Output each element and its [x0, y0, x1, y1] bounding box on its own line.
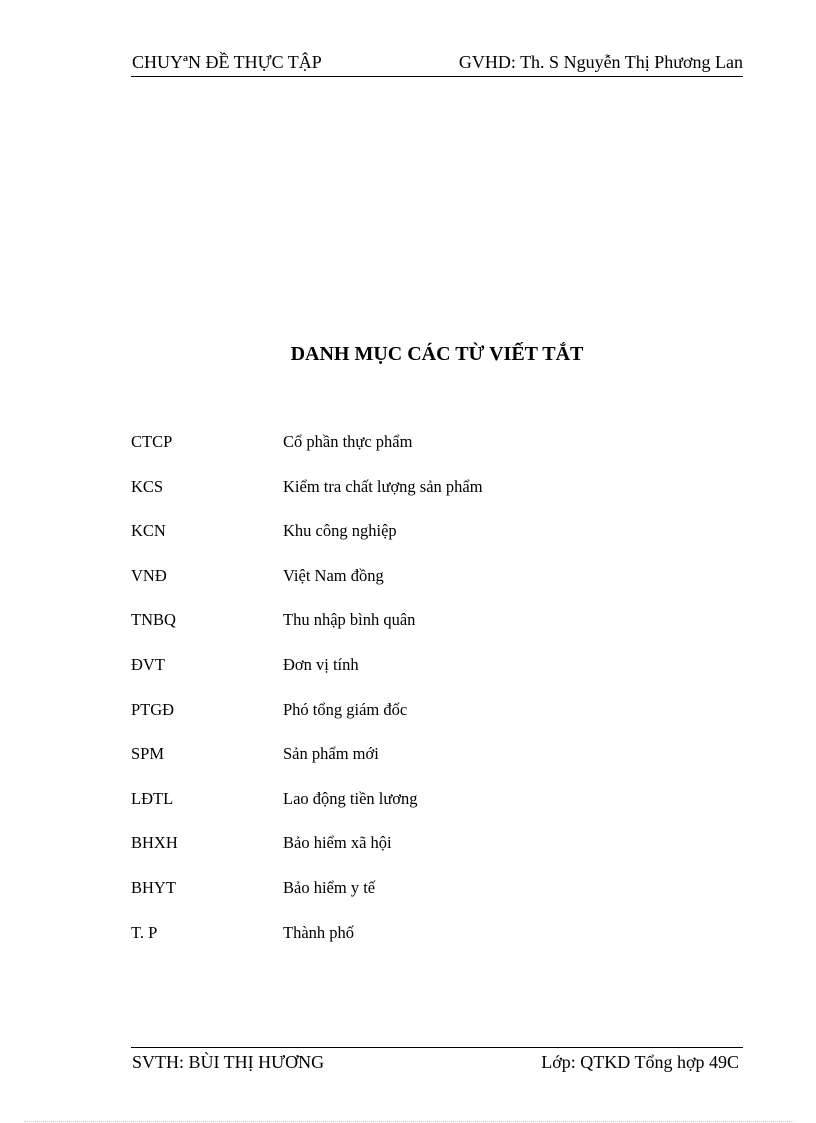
list-item — [131, 744, 743, 789]
abbreviation-list — [131, 432, 743, 967]
header-supervisor: GVHD: Th. S Nguyễn Thị Phương Lan — [458, 52, 743, 72]
abbreviation-meaning: Bảo hiểm y tế — [283, 877, 376, 897]
header-document-type: CHUYªN ĐỀ THỰC TẬP — [132, 52, 322, 72]
abbreviation-meaning: Thu nhập bình quân — [283, 610, 416, 630]
abbreviation-meaning: Việt Nam đồng — [283, 565, 384, 585]
list-item — [131, 610, 743, 655]
list-item — [131, 923, 743, 968]
page-header — [131, 52, 743, 77]
abbreviation-meaning: Đơn vị tính — [283, 654, 359, 674]
abbreviation: KCS — [131, 476, 164, 496]
abbreviation: CTCP — [131, 432, 173, 451]
list-item — [131, 700, 743, 745]
footer-class: Lớp: QTKD Tổng hợp 49C — [541, 1052, 739, 1072]
abbreviation-meaning: Cổ phần thực phẩm — [283, 432, 413, 451]
abbreviation: BHYT — [131, 877, 176, 897]
list-item — [131, 432, 743, 477]
abbreviation: T. P — [131, 922, 158, 942]
abbreviation: KCN — [131, 521, 166, 541]
abbreviation-meaning: Lao động tiền lương — [283, 788, 418, 808]
abbreviation-meaning: Khu công nghiệp — [283, 521, 397, 541]
list-item — [131, 655, 743, 700]
list-item — [131, 477, 743, 522]
abbreviation: SPM — [131, 744, 165, 764]
list-item — [131, 566, 743, 611]
abbreviation-meaning: Thành phố — [283, 922, 355, 942]
abbreviation: ĐVT — [131, 654, 165, 674]
list-item — [131, 833, 743, 878]
abbreviation-meaning: Sản phẩm mới — [283, 744, 379, 764]
abbreviation: LĐTL — [131, 788, 174, 808]
page-title: DANH MỤC CÁC TỪ VIẾT TẮT — [290, 343, 584, 365]
page-footer — [131, 1047, 743, 1076]
list-item — [131, 878, 743, 923]
abbreviation: TNBQ — [131, 610, 176, 630]
footer-student: SVTH: BÙI THỊ HƯƠNG — [132, 1052, 325, 1072]
abbreviation-meaning: Bảo hiểm xã hội — [283, 833, 392, 853]
list-item — [131, 789, 743, 834]
abbreviation: PTGĐ — [131, 699, 175, 719]
page-bottom-divider — [24, 1121, 794, 1122]
list-item — [131, 521, 743, 566]
abbreviation-meaning: Kiểm tra chất lượng sản phẩm — [283, 476, 483, 496]
abbreviation: VNĐ — [131, 565, 167, 585]
abbreviation-meaning: Phó tổng giám đốc — [283, 699, 408, 719]
abbreviation: BHXH — [131, 833, 178, 853]
